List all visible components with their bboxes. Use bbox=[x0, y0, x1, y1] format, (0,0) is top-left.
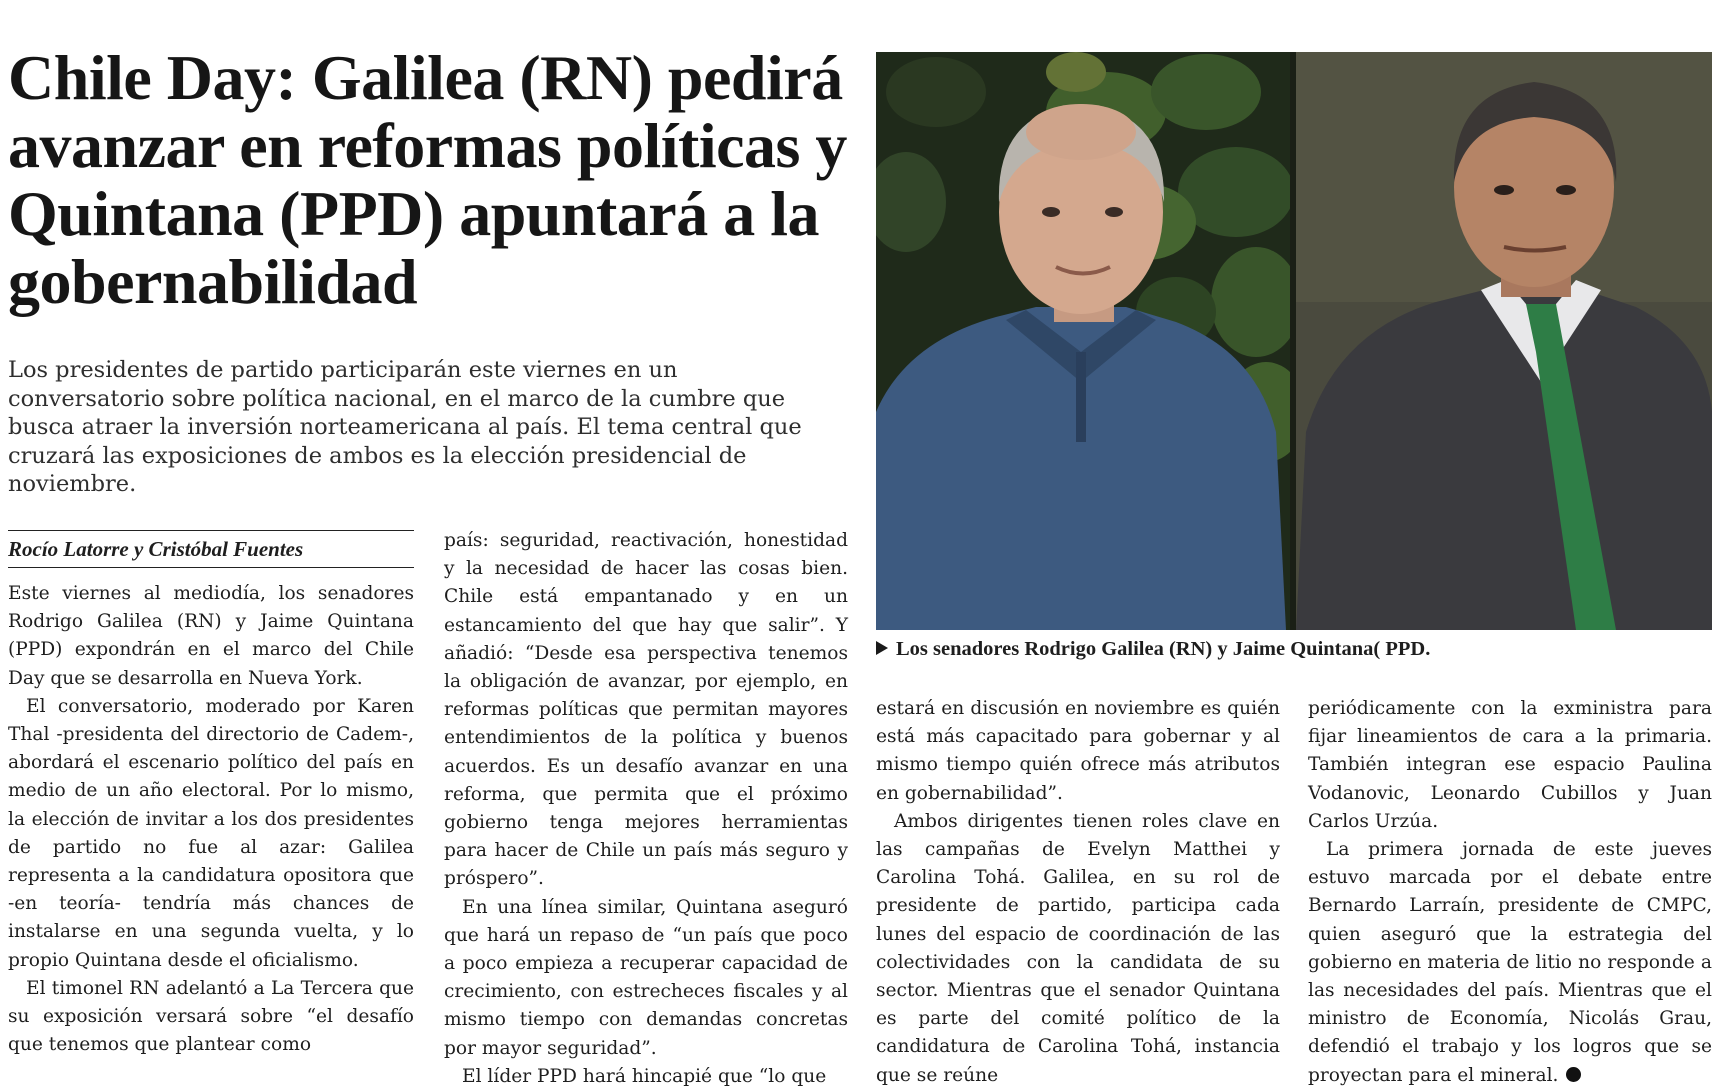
article-photo bbox=[876, 52, 1712, 630]
caption-arrow-icon bbox=[876, 641, 888, 655]
body-column-4 bbox=[1308, 695, 1712, 1090]
headline: Chile Day: Galilea (RN) pedirá avanzar en reformas políticas y Quintana (PPD) apuntará a la gobernabilidad bbox=[8, 42, 847, 317]
body-column-2 bbox=[444, 527, 848, 1091]
photo-caption bbox=[876, 638, 1716, 661]
paragraph-final bbox=[1308, 836, 1712, 1090]
end-mark-icon bbox=[1566, 1067, 1581, 1082]
paragraph: país: seguridad, reactivación, honestidad y la necesidad de hacer las cosas bien. Chile está empantanado y en un estancamiento del que hay que salir”. Y añadió: “Desde esa perspectiva tenemos la obligación de avanzar, por ejemplo, en reformas políticas que permitan mayores entendimientos de la política y buenos acuerdos. Es un desafío avanzar en una reforma, que permita que el próximo gobierno tenga mejores herramientas para hacer de Chile un país más seguro y próspero”. bbox=[444, 530, 848, 890]
paragraph: En una línea similar, Quintana aseguró que hará un repaso de “un país que poco a poco empieza a recuperar capacidad de crecimiento, con estrecheces fiscales y al mismo tiempo con demandas concretas por mayor seguridad”. bbox=[444, 896, 848, 1059]
paragraph: El timonel RN adelantó a La Tercera que su exposición versará sobre “el desafío que tenemos que plantear como bbox=[8, 977, 414, 1056]
paragraph: El líder PPD hará hincapié que “lo que bbox=[462, 1065, 827, 1087]
body-column-1 bbox=[8, 580, 414, 1059]
byline: Rocío Latorre y Cristóbal Fuentes bbox=[8, 530, 414, 568]
photo-illustration bbox=[876, 52, 1712, 630]
paragraph: Ambos dirigentes tienen roles clave en las campañas de Evelyn Matthei y Carolina Tohá. Galilea, en su rol de presidente de partido, participa cada lunes del espacio de coordinación de las colectividades con la candidata de su sector. Mientras que el senador Quintana es parte del comité político de la candidatura de Carolina Tohá, instancia que se reúne bbox=[876, 810, 1280, 1086]
paragraph: El conversatorio, moderado por Karen Thal -presidenta del directorio de Cadem-, abordará el escenario político del país en medio de un año electoral. Por lo mismo, la elección de invitar a los dos presidentes de partido no fue al azar: Galilea representa a la candidatura opositora que -en teoría- tendría más chances de instalarse en una segunda vuelta, y lo propio Quintana desde el oficialismo. bbox=[8, 695, 414, 971]
paragraph: periódicamente con la exministra para fijar lineamientos de cara a la primaria. También integran ese espacio Paulina Vodanovic, Leonardo Cubillos y Juan Carlos Urzúa. bbox=[1308, 698, 1712, 832]
body-column-3 bbox=[876, 695, 1280, 1090]
article-dek: Los presidentes de partido participarán este viernes en un conversatorio sobre política nacional, en el marco de la cumbre que busca atraer la inversión norteamericana al país. El tema central que cruzará las exposiciones de ambos es la elección presidencial de noviembre. bbox=[8, 357, 802, 497]
paragraph-text: La primera jornada de este jueves estuvo marcada por el debate entre Bernardo Larraín, presidente de CMPC, quien aseguró que la estrategia del gobierno en materia de litio no responde a las necesidades del país. Mientras que el ministro de Economía, Nicolás Grau, defendió el trabajo y los logros que se proyectan para el mineral. bbox=[1308, 839, 1712, 1086]
paragraph: estará en discusión en noviembre es quién está más capacitado para gobernar y al mismo tiempo quién ofrece más atributos en gobernabilidad”. bbox=[876, 698, 1280, 804]
paragraph: Este viernes al mediodía, los senadores Rodrigo Galilea (RN) y Jaime Quintana (PPD) expondrán en el marco del Chile Day que se desarrolla en Nueva York. bbox=[8, 583, 414, 689]
caption-text: Los senadores Rodrigo Galilea (RN) y Jaime Quintana( PPD. bbox=[896, 638, 1431, 660]
